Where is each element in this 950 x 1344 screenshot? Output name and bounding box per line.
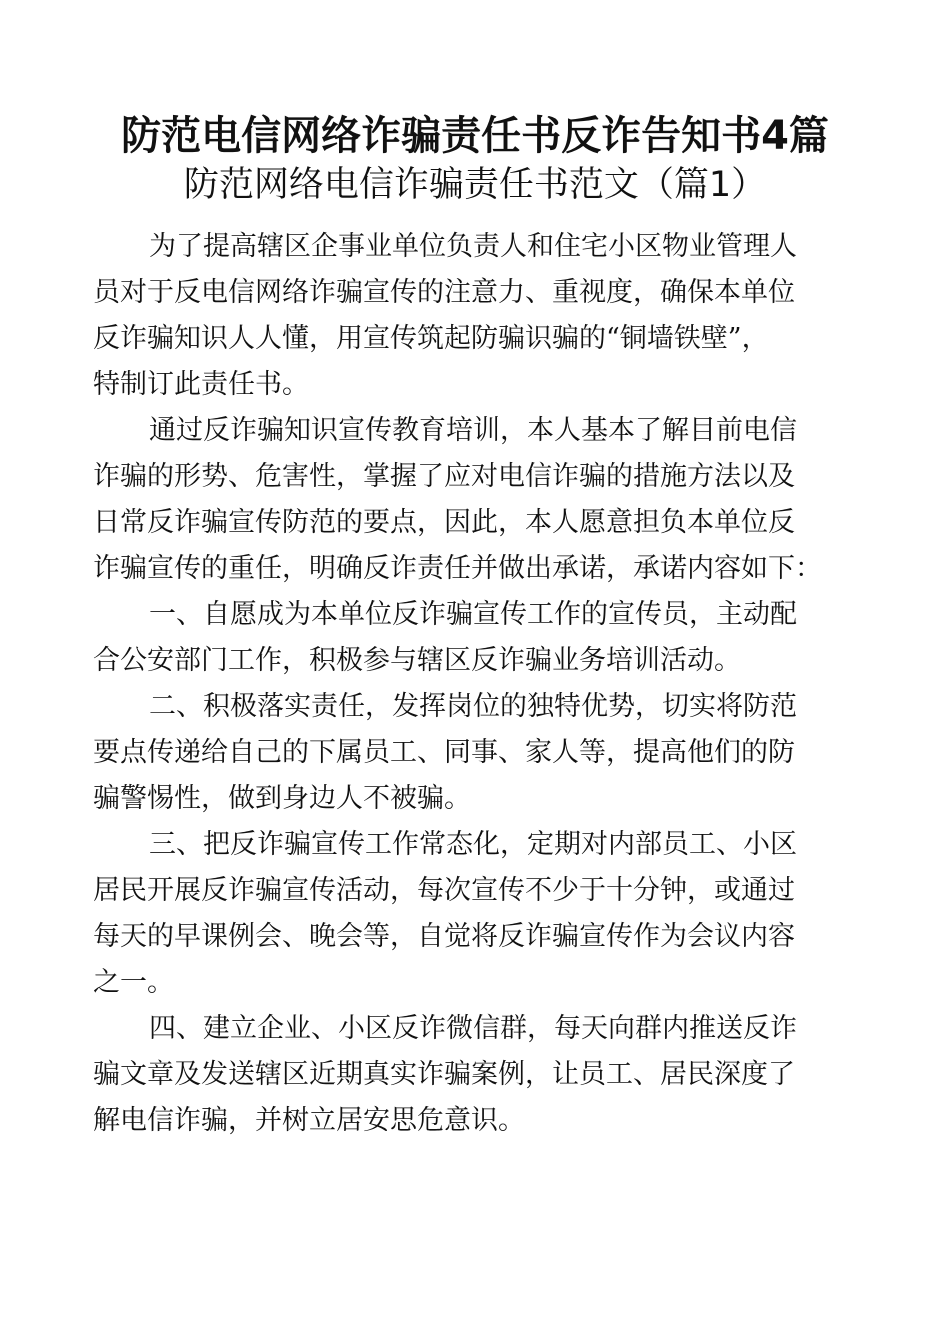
paragraph-line: 要点传递给自己的下属员工、同事、家人等，提高他们的防 — [93, 737, 795, 768]
paragraph-line: 之一。 — [93, 967, 174, 998]
paragraph-item-2 — [93, 684, 857, 822]
paragraph-line: 二、积极落实责任，发挥岗位的独特优势，切实将防范 — [149, 691, 797, 722]
paragraph-line: 骗文章及发送辖区近期真实诈骗案例，让员工、居民深度了 — [93, 1059, 795, 1090]
paragraph-line: 解电信诈骗，并树立居安思危意识。 — [93, 1105, 525, 1136]
document-title: 防范电信网络诈骗责任书反诈告知书4篇 — [121, 113, 829, 159]
paragraph-line: 反诈骗知识人人懂，用宣传筑起防骗识骗的“铜墙铁壁”， — [93, 323, 769, 354]
paragraph-line: 诈骗的形势、危害性，掌握了应对电信诈骗的措施方法以及 — [93, 461, 795, 492]
paragraph-item-1 — [93, 592, 857, 684]
paragraph-line: 为了提高辖区企事业单位负责人和住宅小区物业管理人 — [149, 231, 797, 262]
document-body — [93, 224, 857, 1144]
document-subtitle: 防范网络电信诈骗责任书范文（篇1） — [183, 165, 767, 205]
paragraph-line: 诈骗宣传的重任，明确反诈责任并做出承诺，承诺内容如下： — [93, 553, 822, 584]
paragraph-line: 员对于反电信网络诈骗宣传的注意力、重视度，确保本单位 — [93, 277, 795, 308]
paragraph-item-4 — [93, 1006, 857, 1144]
paragraph-line: 合公安部门工作，积极参与辖区反诈骗业务培训活动。 — [93, 645, 741, 676]
paragraph-line: 居民开展反诈骗宣传活动，每次宣传不少于十分钟，或通过 — [93, 875, 795, 906]
paragraph-line: 日常反诈骗宣传防范的要点，因此，本人愿意担负本单位反 — [93, 507, 795, 538]
paragraph-line: 特制订此责任书。 — [93, 369, 309, 400]
paragraph-item-3 — [93, 822, 857, 1006]
paragraph-line: 三、把反诈骗宣传工作常态化，定期对内部员工、小区 — [149, 829, 797, 860]
paragraph-intro — [93, 224, 857, 408]
paragraph-line: 通过反诈骗知识宣传教育培训，本人基本了解目前电信 — [149, 415, 797, 446]
paragraph-line: 每天的早课例会、晚会等，自觉将反诈骗宣传作为会议内容 — [93, 921, 795, 952]
paragraph-line: 四、建立企业、小区反诈微信群，每天向群内推送反诈 — [149, 1013, 797, 1044]
paragraph-line: 骗警惕性，做到身边人不被骗。 — [93, 783, 471, 814]
paragraph-line: 一、自愿成为本单位反诈骗宣传工作的宣传员，主动配 — [149, 599, 797, 630]
paragraph-training — [93, 408, 857, 592]
